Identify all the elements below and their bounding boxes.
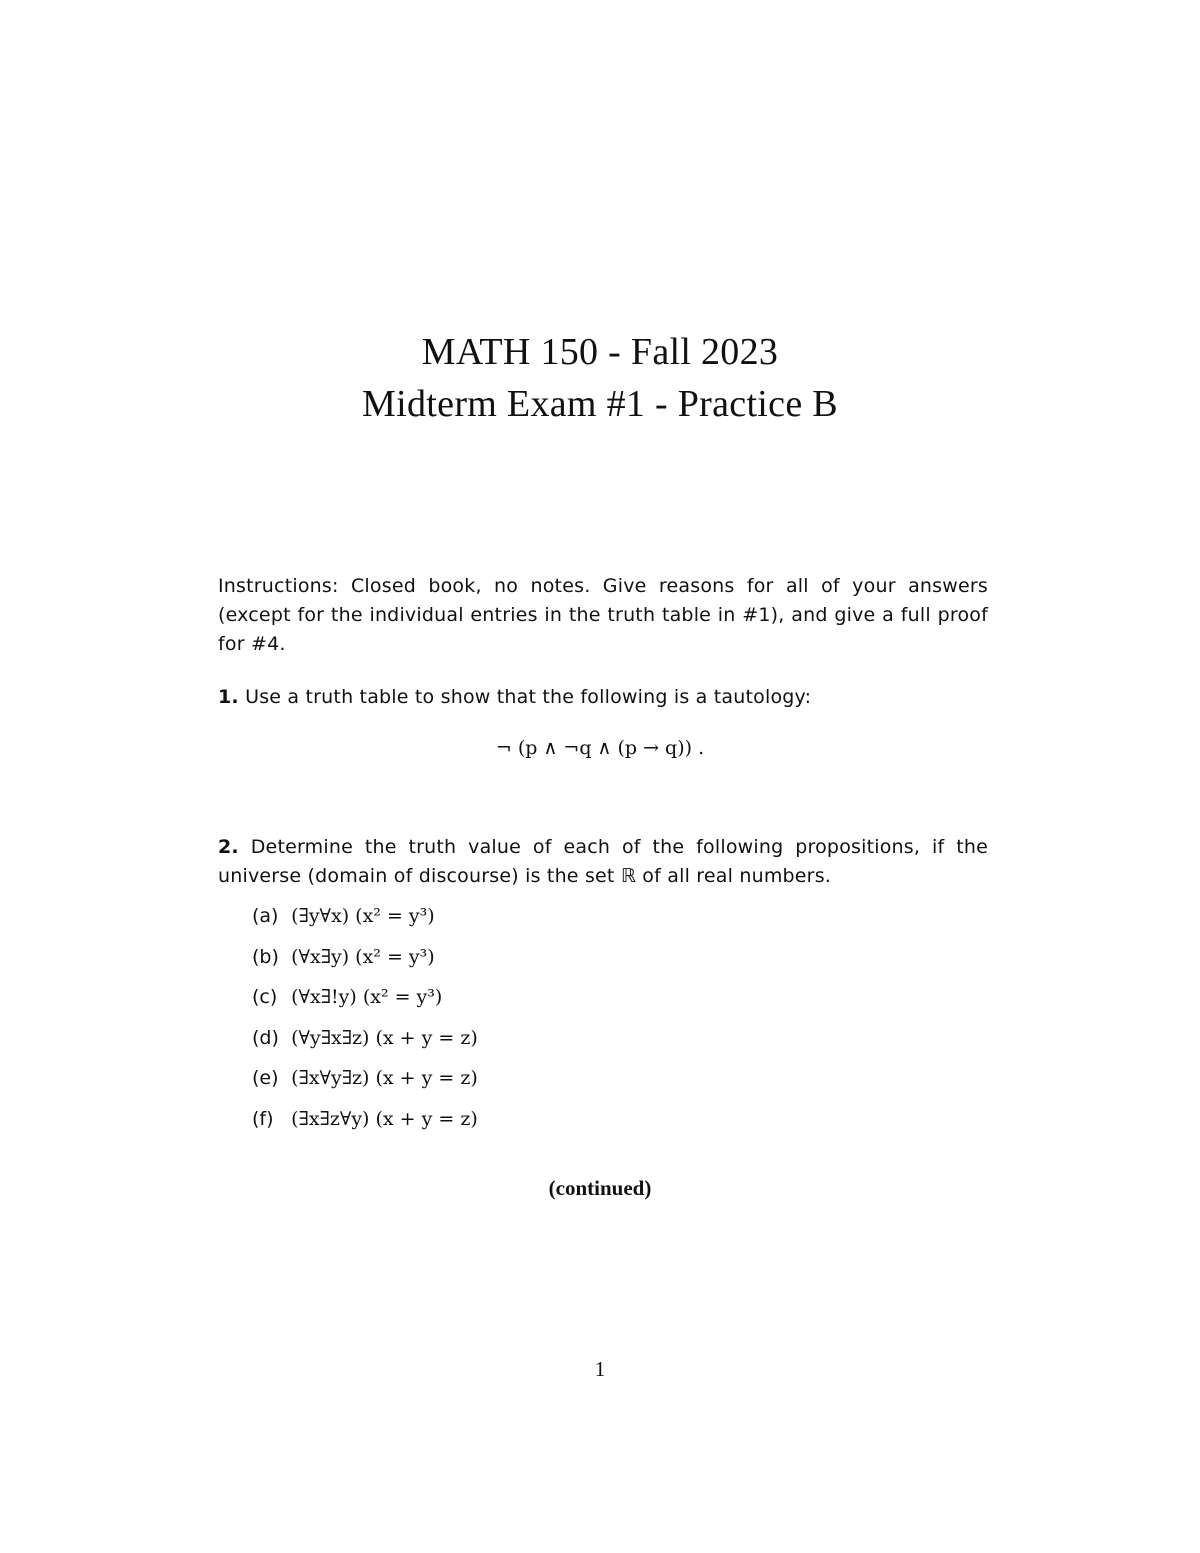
question-1-prompt: Use a truth table to show that the following is a tautology: [245, 686, 812, 708]
part-label: (f) [252, 1107, 274, 1130]
part-formula: (∀x∃!y) (x² = y³) [291, 986, 443, 1008]
part-formula: (∃y∀x) (x² = y³) [291, 905, 435, 927]
question-1 [218, 683, 988, 712]
continued-note: (continued) [548, 1176, 652, 1200]
part-label: (b) [252, 945, 279, 968]
part-formula: (∀y∃x∃z) (x + y = z) [291, 1026, 478, 1049]
instructions-paragraph: Instructions: Closed book, no notes. Give reasons for all of your answers (except for the individual entries in the truth table in #1), and give a full proof for #4. [218, 575, 988, 655]
part-label: (c) [252, 986, 278, 1008]
part-label: (e) [252, 1067, 279, 1089]
part-label: (a) [252, 905, 279, 927]
part-formula: (∃x∃z∀y) (x + y = z) [291, 1107, 478, 1130]
question-2-part-a [252, 900, 852, 941]
title-block [0, 326, 1200, 430]
page-number: 1 [594, 1357, 606, 1381]
question-2 [218, 833, 988, 891]
part-formula: (∀x∃y) (x² = y³) [291, 945, 435, 968]
question-2-prompt: Determine the truth value of each of the following propositions, if the universe (domain of discourse) is the set ℝ of all real numbers. [218, 836, 988, 887]
question-2-part-c [252, 981, 852, 1022]
question-2-part-f [252, 1103, 852, 1144]
question-2-parts [252, 900, 852, 1143]
question-2-number: 2. [218, 836, 239, 858]
question-1-number: 1. [218, 686, 239, 708]
part-formula: (∃x∀y∃z) (x + y = z) [291, 1067, 478, 1089]
question-1-formula: ¬ (p ∧ ¬q ∧ (p → q)) . [495, 737, 705, 759]
question-2-part-b [252, 941, 852, 982]
course-title: MATH 150 - Fall 2023 [421, 331, 779, 373]
question-2-part-e [252, 1062, 852, 1103]
part-label: (d) [252, 1026, 279, 1049]
question-2-part-d [252, 1022, 852, 1063]
exam-title: Midterm Exam #1 - Practice B [362, 383, 838, 425]
